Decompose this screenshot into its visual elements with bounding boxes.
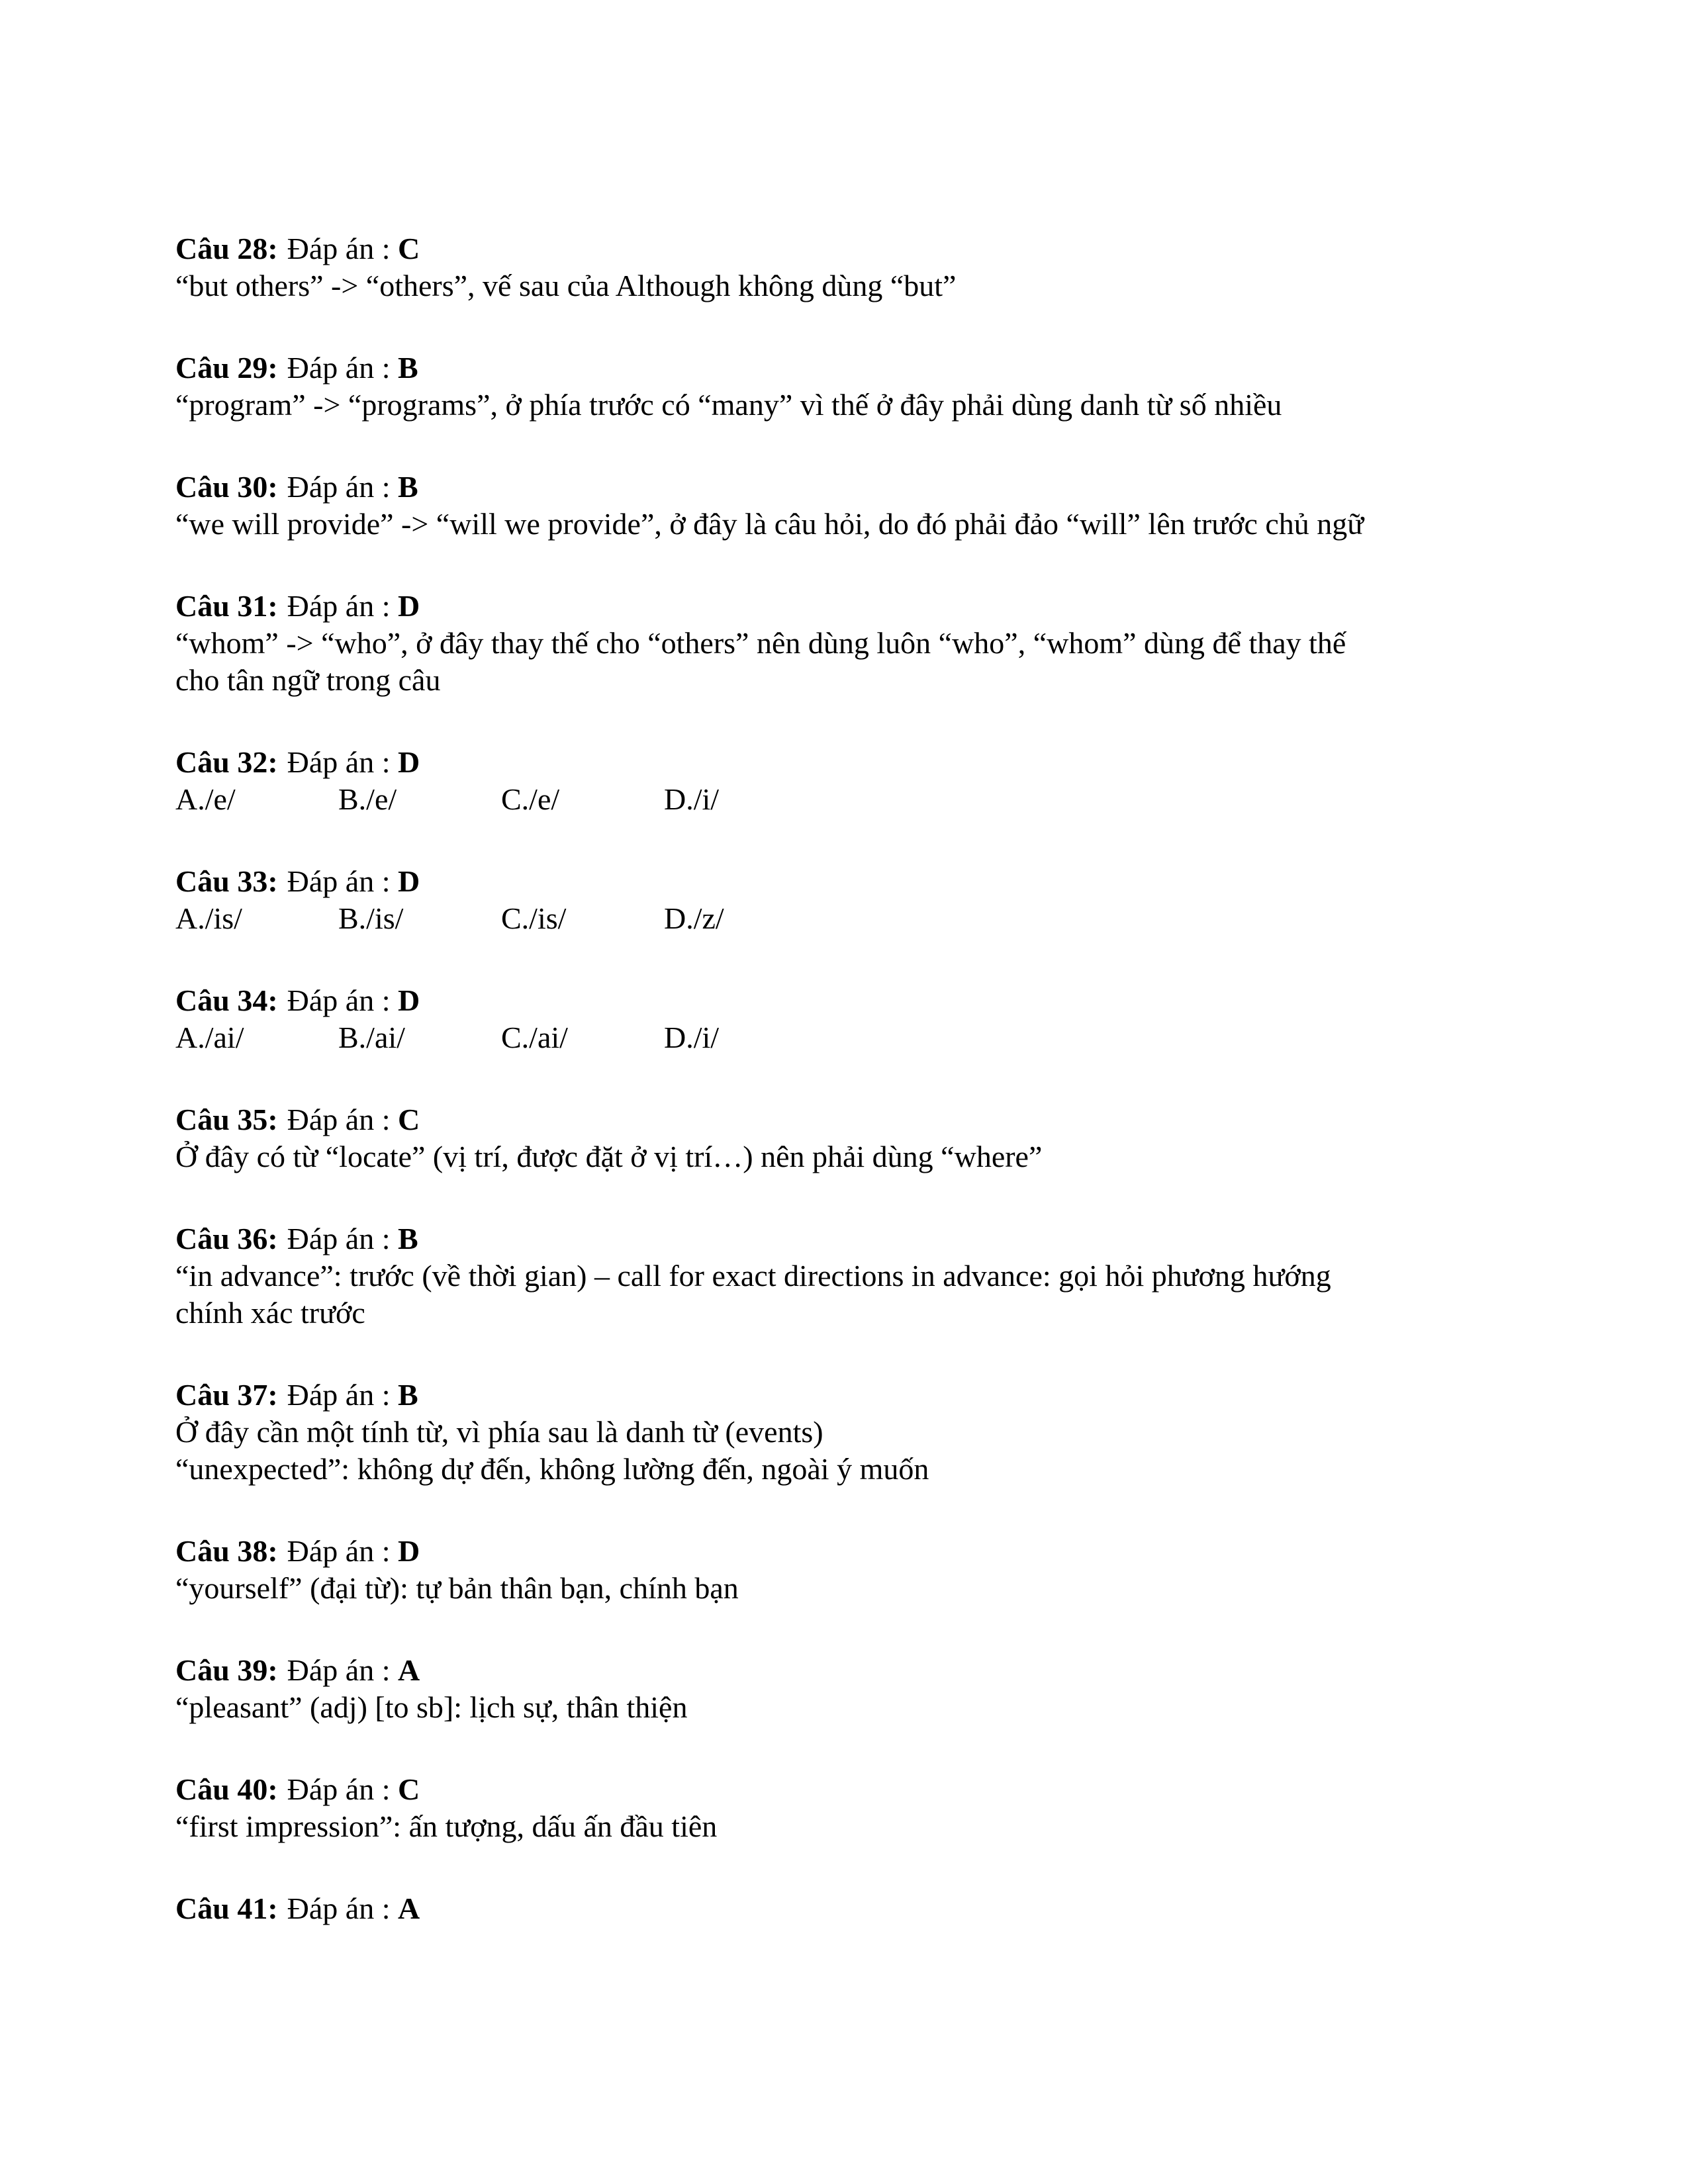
question-33 [175,863,1526,937]
question-number: Câu 37: [175,1378,278,1412]
question-30 [175,469,1526,543]
answer-label: Đáp án : [287,1891,391,1925]
question-number: Câu 39: [175,1653,278,1687]
answer-value: C [397,1103,420,1136]
answer-label: Đáp án : [287,351,391,385]
answer-label: Đáp án : [287,1378,391,1412]
question-header [175,1652,1526,1689]
answer-value: D [397,983,420,1017]
question-number: Câu 30: [175,470,278,504]
question-number: Câu 34: [175,983,278,1017]
answer-value: A [397,1891,420,1925]
option-b: B./ai/ [338,1021,405,1054]
answer-value: C [397,232,420,265]
answer-value: A [397,1653,420,1687]
explanation-line: chính xác trước [175,1296,365,1330]
question-header [175,1101,1526,1138]
option-b: B./e/ [338,782,397,816]
explanation-line: “program” -> “programs”, ở phía trước có “many” vì thế ở đây phải dùng danh từ số nhiều [175,388,1282,422]
question-header [175,230,1526,267]
option-c: C./ai/ [501,1021,568,1054]
question-34 [175,982,1526,1056]
explanation-line: “unexpected”: không dự đến, không lường đến, ngoài ý muốn [175,1452,929,1486]
question-36 [175,1220,1526,1332]
option-row [175,900,1526,937]
answer-label: Đáp án : [287,1653,391,1687]
explanation-line: cho tân ngữ trong câu [175,663,441,697]
explanation-line: “in advance”: trước (về thời gian) – call for exact directions in advance: gọi hỏi phương hướng [175,1259,1331,1293]
question-header [175,349,1526,387]
explanation-line: “we will provide” -> “will we provide”, ở đây là câu hỏi, do đó phải đảo “will” lên trước chủ ngữ [175,507,1364,541]
explanation-line: Ở đây cần một tính từ, vì phía sau là danh từ (events) [175,1415,823,1449]
explanation-line: “first impression”: ấn tượng, dấu ấn đầu tiên [175,1809,718,1843]
question-32 [175,744,1526,818]
explanation-line: “but others” -> “others”, vế sau của Although không dùng “but” [175,269,957,302]
answer-value: D [397,745,420,779]
explanation-line: Ở đây có từ “locate” (vị trí, được đặt ở vị trí…) nên phải dùng “where” [175,1140,1043,1173]
explanation-line: “whom” -> “who”, ở đây thay thế cho “others” nên dùng luôn “who”, “whom” dùng để thay thế [175,626,1346,660]
option-b: B./is/ [338,901,404,935]
option-d: D./i/ [664,782,720,816]
question-header [175,744,1526,781]
answer-label: Đáp án : [287,232,391,265]
option-a: A./ai/ [175,1021,244,1054]
question-29 [175,349,1526,424]
question-number: Câu 40: [175,1772,278,1806]
answer-label: Đáp án : [287,470,391,504]
question-header [175,1771,1526,1808]
question-header [175,1890,1526,1927]
answer-value: C [397,1772,420,1806]
option-a: A./e/ [175,782,236,816]
question-number: Câu 41: [175,1891,278,1925]
question-header [175,982,1526,1019]
answer-value: B [397,470,418,504]
option-a: A./is/ [175,901,242,935]
answer-value: D [397,1534,420,1568]
question-number: Câu 38: [175,1534,278,1568]
answer-value: D [397,589,420,623]
question-header [175,1533,1526,1570]
answer-label: Đáp án : [287,1772,391,1806]
answer-label: Đáp án : [287,745,391,779]
question-39 [175,1652,1526,1726]
answer-value: B [397,351,418,385]
question-31 [175,588,1526,699]
document-page [175,230,1526,1972]
option-row [175,781,1526,818]
question-header [175,588,1526,625]
question-header [175,863,1526,900]
answer-label: Đáp án : [287,1534,391,1568]
question-header [175,1220,1526,1257]
answer-value: B [397,1378,418,1412]
question-number: Câu 31: [175,589,278,623]
question-35 [175,1101,1526,1175]
question-28 [175,230,1526,304]
answer-label: Đáp án : [287,589,391,623]
option-d: D./i/ [664,1021,720,1054]
answer-value: B [397,1222,418,1255]
option-c: C./e/ [501,782,560,816]
question-header [175,469,1526,506]
question-number: Câu 36: [175,1222,278,1255]
question-number: Câu 33: [175,864,278,898]
question-number: Câu 29: [175,351,278,385]
answer-label: Đáp án : [287,864,391,898]
question-38 [175,1533,1526,1607]
answer-value: D [397,864,420,898]
answer-label: Đáp án : [287,1103,391,1136]
question-number: Câu 28: [175,232,278,265]
question-number: Câu 35: [175,1103,278,1136]
option-c: C./is/ [501,901,567,935]
question-41 [175,1890,1526,1927]
option-d: D./z/ [664,901,724,935]
answer-label: Đáp án : [287,1222,391,1255]
option-row [175,1019,1526,1056]
answer-label: Đáp án : [287,983,391,1017]
question-40 [175,1771,1526,1845]
question-number: Câu 32: [175,745,278,779]
question-37 [175,1377,1526,1488]
explanation-line: “pleasant” (adj) [to sb]: lịch sự, thân thiện [175,1690,688,1724]
question-header [175,1377,1526,1414]
explanation-line: “yourself” (đại từ): tự bản thân bạn, chính bạn [175,1571,739,1605]
